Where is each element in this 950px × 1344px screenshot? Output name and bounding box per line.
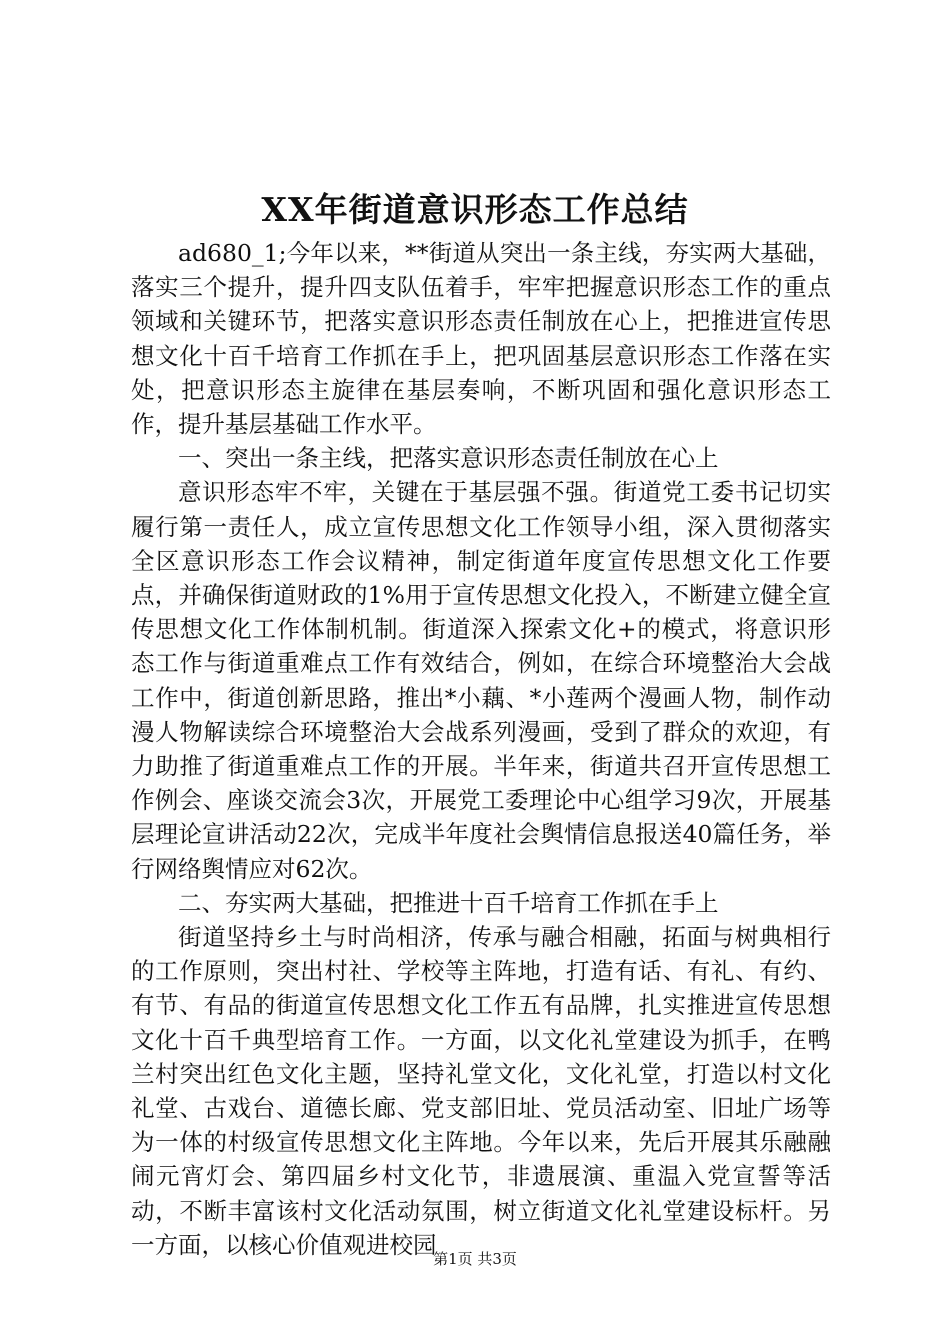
document-body [131, 236, 831, 1262]
document-title: XX年街道意识形态工作总结 [261, 190, 689, 229]
section-1-paragraph: 意识形态牢不牢，关键在于基层强不强。街道党工委书记切实履行第一责任人，成立宣传思想文化工作领导小组，深入贯彻落实全区意识形态工作会议精神，制定街道年度宣传思想文化工作要点，并确保街道财政的1%用于宣传思想文化投入，不断建立健全宣传思想文化工作体制机制。街道深入探索文化+的模式，将意识形态工作与街道重难点工作有效结合，例如，在综合环境整治大会战工作中，街道创新思路，推出*小藕、*小莲两个漫画人物，制作动漫人物解读综合环境整治大会战系列漫画，受到了群众的欢迎，有力助推了街道重难点工作的开展。半年来，街道共召开宣传思想工作例会、座谈交流会3次，开展党工委理论中心组学习9次，开展基层理论宣讲活动22次，完成半年度社会舆情信息报送40篇任务，举行网络舆情应对62次。 [131, 478, 831, 883]
section-heading-1: 一、突出一条主线，把落实意识形态责任制放在心上 [178, 444, 719, 473]
page-number-footer: 第1页 共3页 [433, 1250, 517, 1268]
section-2-paragraph: 街道坚持乡土与时尚相济，传承与融合相融，拓面与树典相行的工作原则，突出村社、学校等主阵地，打造有话、有礼、有约、有节、有品的街道宣传思想文化工作五有品牌，扎实推进宣传思想文化十百千典型培育工作。一方面，以文化礼堂建设为抓手，在鸭兰村突出红色文化主题，坚持礼堂文化，文化礼堂，打造以村文化礼堂、古戏台、道德长廊、党支部旧址、党员活动室、旧址广场等为一体的村级宣传思想文化主阵地。今年以来，先后开展其乐融融闹元宵灯会、第四届乡村文化节，非遗展演、重温入党宣誓等活动，不断丰富该村文化活动氛围，树立街道文化礼堂建设标杆。另一方面，以核心价值观进校园 [131, 923, 831, 1259]
intro-paragraph: ad680_1;今年以来，**街道从突出一条主线，夯实两大基础，落实三个提升，提升四支队伍着手，牢牢把握意识形态工作的重点领域和关键环节，把落实意识形态责任制放在心上，把推进宣传思想文化十百千培育工作抓在手上，把巩固基层意识形态工作落在实处，把意识形态主旋律在基层奏响，不断巩固和强化意识形态工作，提升基层基础工作水平。 [131, 239, 831, 439]
section-heading-2: 二、夯实两大基础，把推进十百千培育工作抓在手上 [178, 888, 719, 917]
